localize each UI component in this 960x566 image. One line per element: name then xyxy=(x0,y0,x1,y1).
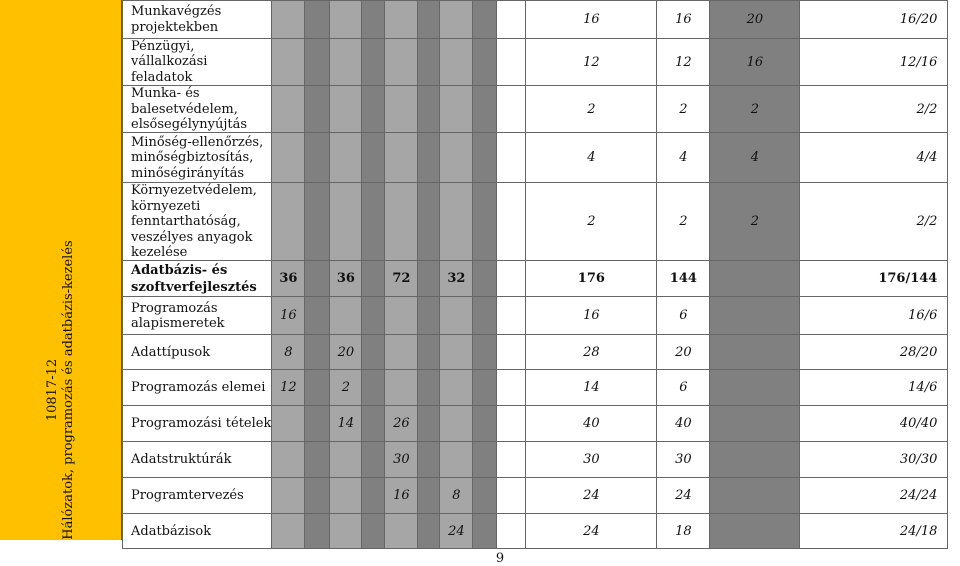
value-cell: 36 xyxy=(330,261,362,297)
value-cell xyxy=(418,183,440,261)
value-cell: 2 xyxy=(657,183,710,261)
value-cell xyxy=(418,297,440,335)
value-cell xyxy=(272,442,305,478)
value-cell xyxy=(473,514,497,549)
value-cell xyxy=(272,478,305,514)
value-cell xyxy=(497,370,526,406)
value-cell xyxy=(497,1,526,39)
row-label: Programozási tételek xyxy=(123,406,272,442)
value-cell xyxy=(497,183,526,261)
row-label: Programtervezés xyxy=(123,478,272,514)
row-label: Minőség-ellenőrzés, minőségbiztosítás, minőségirányítás xyxy=(123,133,272,183)
table-row xyxy=(123,478,948,514)
row-label: Munkavégzés projektekben xyxy=(123,1,272,39)
value-cell: 8 xyxy=(272,335,305,370)
value-cell: 16 xyxy=(710,39,800,86)
value-cell xyxy=(473,370,497,406)
value-cell xyxy=(362,1,385,39)
value-cell: 28 xyxy=(526,335,657,370)
value-cell xyxy=(473,86,497,133)
value-cell xyxy=(710,442,800,478)
value-cell xyxy=(305,406,330,442)
value-cell: 24 xyxy=(526,478,657,514)
value-cell: 12 xyxy=(272,370,305,406)
value-cell xyxy=(418,442,440,478)
value-cell xyxy=(305,478,330,514)
value-cell xyxy=(385,335,418,370)
value-cell xyxy=(362,406,385,442)
value-cell xyxy=(362,370,385,406)
value-cell xyxy=(440,335,473,370)
value-cell: 24 xyxy=(526,514,657,549)
value-cell xyxy=(385,297,418,335)
value-cell xyxy=(330,297,362,335)
value-cell xyxy=(710,335,800,370)
value-cell xyxy=(272,86,305,133)
page-number: 9 xyxy=(495,551,505,566)
module-side-column xyxy=(0,0,122,540)
value-cell: 24/24 xyxy=(800,478,948,514)
value-cell: 28/20 xyxy=(800,335,948,370)
value-cell xyxy=(473,335,497,370)
table-row xyxy=(123,261,948,297)
value-cell xyxy=(440,370,473,406)
value-cell xyxy=(385,370,418,406)
value-cell xyxy=(418,406,440,442)
table-row xyxy=(123,133,948,183)
value-cell: 24/18 xyxy=(800,514,948,549)
value-cell: 12 xyxy=(526,39,657,86)
value-cell xyxy=(440,297,473,335)
value-cell xyxy=(418,335,440,370)
value-cell: 2 xyxy=(526,86,657,133)
module-title: Hálózatok, programozás és adatbázis-kezelés xyxy=(61,240,76,540)
value-cell xyxy=(385,133,418,183)
table-row xyxy=(123,297,948,335)
value-cell: 30 xyxy=(526,442,657,478)
value-cell xyxy=(385,86,418,133)
value-cell xyxy=(362,335,385,370)
row-label: Adatstruktúrák xyxy=(123,442,272,478)
value-cell: 4 xyxy=(657,133,710,183)
table-row xyxy=(123,442,948,478)
value-cell xyxy=(362,297,385,335)
value-cell xyxy=(330,183,362,261)
value-cell xyxy=(497,86,526,133)
value-cell xyxy=(473,39,497,86)
value-cell: 16 xyxy=(272,297,305,335)
value-cell xyxy=(473,406,497,442)
value-cell xyxy=(710,297,800,335)
value-cell xyxy=(362,133,385,183)
table-row xyxy=(123,370,948,406)
value-cell xyxy=(330,86,362,133)
value-cell: 2 xyxy=(710,86,800,133)
value-cell xyxy=(418,514,440,549)
value-cell xyxy=(710,406,800,442)
value-cell xyxy=(305,133,330,183)
value-cell: 30 xyxy=(657,442,710,478)
value-cell xyxy=(497,514,526,549)
table-row xyxy=(123,86,948,133)
value-cell: 24 xyxy=(657,478,710,514)
value-cell: 176 xyxy=(526,261,657,297)
row-label: Programozás elemei xyxy=(123,370,272,406)
value-cell xyxy=(272,39,305,86)
value-cell xyxy=(440,86,473,133)
value-cell: 40/40 xyxy=(800,406,948,442)
value-cell xyxy=(710,478,800,514)
value-cell xyxy=(497,39,526,86)
value-cell xyxy=(305,297,330,335)
row-label: Munka- és balesetvédelem, elsősegélynyújtás xyxy=(123,86,272,133)
value-cell xyxy=(272,406,305,442)
value-cell xyxy=(418,1,440,39)
value-cell xyxy=(418,370,440,406)
value-cell xyxy=(272,1,305,39)
value-cell xyxy=(440,1,473,39)
value-cell xyxy=(440,183,473,261)
value-cell: 36 xyxy=(272,261,305,297)
value-cell: 16 xyxy=(526,297,657,335)
value-cell: 72 xyxy=(385,261,418,297)
value-cell xyxy=(305,261,330,297)
curriculum-table xyxy=(122,0,948,549)
table-row xyxy=(123,335,948,370)
value-cell xyxy=(497,297,526,335)
value-cell xyxy=(385,1,418,39)
row-label: Adatbázisok xyxy=(123,514,272,549)
value-cell xyxy=(473,261,497,297)
value-cell xyxy=(305,86,330,133)
value-cell: 20 xyxy=(330,335,362,370)
value-cell xyxy=(497,478,526,514)
value-cell xyxy=(497,133,526,183)
value-cell xyxy=(330,442,362,478)
value-cell xyxy=(272,133,305,183)
row-label: Környezetvédelem, környezeti fenntarthatóság, veszélyes anyagok kezelése xyxy=(123,183,272,261)
value-cell: 2 xyxy=(657,86,710,133)
value-cell: 6 xyxy=(657,297,710,335)
value-cell xyxy=(473,297,497,335)
table-row xyxy=(123,183,948,261)
value-cell: 2 xyxy=(710,183,800,261)
value-cell xyxy=(440,442,473,478)
value-cell xyxy=(330,478,362,514)
value-cell xyxy=(305,442,330,478)
value-cell: 14 xyxy=(330,406,362,442)
value-cell xyxy=(418,478,440,514)
value-cell xyxy=(440,406,473,442)
value-cell xyxy=(362,514,385,549)
value-cell xyxy=(330,1,362,39)
value-cell xyxy=(418,86,440,133)
value-cell xyxy=(362,442,385,478)
value-cell: 16 xyxy=(657,1,710,39)
value-cell xyxy=(385,514,418,549)
value-cell: 18 xyxy=(657,514,710,549)
value-cell: 2 xyxy=(330,370,362,406)
value-cell xyxy=(385,183,418,261)
value-cell xyxy=(418,133,440,183)
value-cell xyxy=(497,442,526,478)
value-cell xyxy=(418,261,440,297)
value-cell: 16 xyxy=(526,1,657,39)
value-cell: 16/20 xyxy=(800,1,948,39)
value-cell xyxy=(362,39,385,86)
value-cell: 32 xyxy=(440,261,473,297)
value-cell xyxy=(497,406,526,442)
value-cell xyxy=(710,370,800,406)
value-cell xyxy=(330,39,362,86)
value-cell xyxy=(305,335,330,370)
row-label: Adattípusok xyxy=(123,335,272,370)
value-cell xyxy=(272,514,305,549)
value-cell: 12/16 xyxy=(800,39,948,86)
value-cell xyxy=(497,335,526,370)
value-cell: 144 xyxy=(657,261,710,297)
table-row xyxy=(123,39,948,86)
value-cell: 20 xyxy=(710,1,800,39)
value-cell xyxy=(473,133,497,183)
value-cell: 2/2 xyxy=(800,183,948,261)
value-cell xyxy=(305,39,330,86)
value-cell xyxy=(418,39,440,86)
value-cell xyxy=(362,261,385,297)
module-code: 10817-12 xyxy=(45,358,60,422)
row-label: Programozás alapismeretek xyxy=(123,297,272,335)
value-cell xyxy=(440,39,473,86)
value-cell xyxy=(330,514,362,549)
value-cell: 40 xyxy=(657,406,710,442)
value-cell: 30 xyxy=(385,442,418,478)
value-cell xyxy=(710,261,800,297)
value-cell: 4 xyxy=(526,133,657,183)
value-cell xyxy=(497,261,526,297)
value-cell: 14/6 xyxy=(800,370,948,406)
value-cell: 40 xyxy=(526,406,657,442)
value-cell xyxy=(362,86,385,133)
value-cell xyxy=(710,514,800,549)
value-cell: 6 xyxy=(657,370,710,406)
value-cell: 176/144 xyxy=(800,261,948,297)
value-cell: 2/2 xyxy=(800,86,948,133)
value-cell: 20 xyxy=(657,335,710,370)
value-cell xyxy=(305,183,330,261)
value-cell: 16 xyxy=(385,478,418,514)
value-cell xyxy=(473,442,497,478)
row-label: Pénzügyi, vállalkozási feladatok xyxy=(123,39,272,86)
value-cell: 4 xyxy=(710,133,800,183)
value-cell: 2 xyxy=(526,183,657,261)
value-cell: 4/4 xyxy=(800,133,948,183)
value-cell xyxy=(305,1,330,39)
value-cell: 30/30 xyxy=(800,442,948,478)
value-cell xyxy=(473,1,497,39)
value-cell xyxy=(305,370,330,406)
table-row xyxy=(123,514,948,549)
value-cell: 12 xyxy=(657,39,710,86)
value-cell: 14 xyxy=(526,370,657,406)
value-cell xyxy=(305,514,330,549)
module-vertical-label xyxy=(45,240,77,540)
value-cell: 8 xyxy=(440,478,473,514)
row-label: Adatbázis- és szoftverfejlesztés xyxy=(123,261,272,297)
value-cell xyxy=(473,183,497,261)
value-cell xyxy=(385,39,418,86)
value-cell xyxy=(330,133,362,183)
table-row xyxy=(123,406,948,442)
value-cell: 16/6 xyxy=(800,297,948,335)
value-cell xyxy=(272,183,305,261)
value-cell: 26 xyxy=(385,406,418,442)
value-cell xyxy=(362,478,385,514)
value-cell xyxy=(362,183,385,261)
value-cell: 24 xyxy=(440,514,473,549)
value-cell xyxy=(440,133,473,183)
table-row xyxy=(123,1,948,39)
value-cell xyxy=(473,478,497,514)
